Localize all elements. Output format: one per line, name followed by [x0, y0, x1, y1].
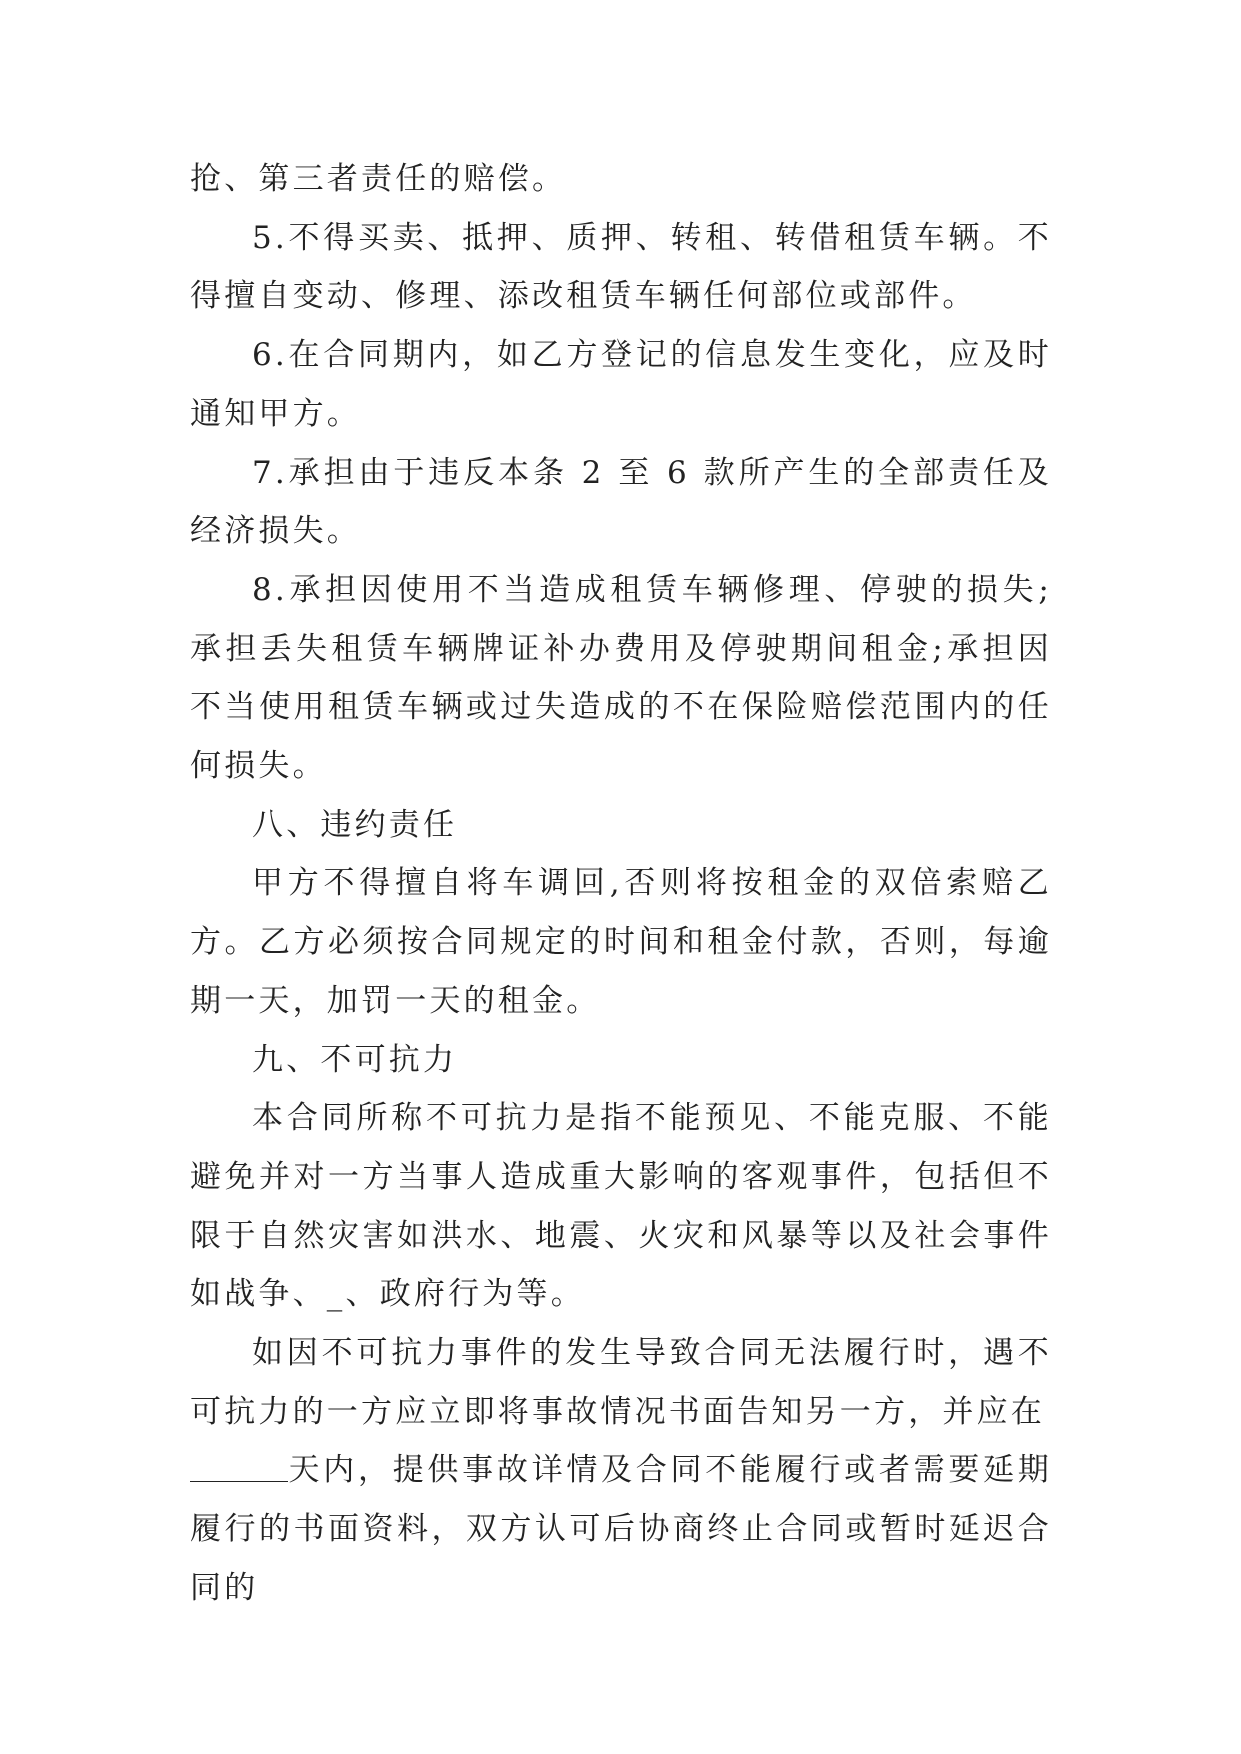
document-page [190, 150, 1052, 1618]
clause-item-5: 5.不得买卖、抵押、质押、转租、转借租赁车辆。不得擅自变动、修理、添改租赁车辆任何部位或部件。 [190, 219, 1052, 315]
fill-in-blank [190, 1480, 288, 1482]
paragraph-breach: 甲方不得擅自将车调回,否则将按租金的双倍索赔乙方。乙方必须按合同规定的时间和租金付款，否则，每逾期一天，加罚一天的租金。 [190, 865, 1052, 1019]
paragraph-continuation: 抢、第三者责任的赔偿。 [190, 161, 567, 197]
section-heading-force-majeure: 九、不可抗力 [252, 1041, 458, 1078]
clause-item-7: 7.承担由于违反本条 2 至 6 款所产生的全部责任及经济损失。 [190, 454, 1052, 550]
clause-item-8: 8.承担因使用不当造成租赁车辆修理、停驶的损失;承担丢失租赁车辆牌证补办费用及停驶期间租金;承担因不当使用租赁车辆或过失造成的不在保险赔偿范围内的任何损失。 [190, 571, 1052, 785]
paragraph-text: 天内，提供事故详情及合同不能履行或者需要延期履行的书面资料，双方认可后协商终止合同或暂时延迟合同的 [190, 1452, 1052, 1606]
section-heading-breach: 八、违约责任 [252, 806, 458, 843]
paragraph-force-majeure-notice: 如因不可抗力事件的发生导致合同无法履行时，遇不可抗力的一方应立即将事故情况书面告知另一方，并应在 [190, 1335, 1052, 1430]
paragraph-force-majeure-definition: 本合同所称不可抗力是指不能预见、不能克服、不能避免并对一方当事人造成重大影响的客观事件，包括但不限于自然灾害如洪水、地震、火灾和风暴等以及社会事件如战争、_、政府行为等。 [190, 1100, 1052, 1313]
paragraph-force-majeure-continuation [190, 1441, 1052, 1617]
clause-item-6: 6.在合同期内，如乙方登记的信息发生变化，应及时通知甲方。 [190, 337, 1052, 432]
